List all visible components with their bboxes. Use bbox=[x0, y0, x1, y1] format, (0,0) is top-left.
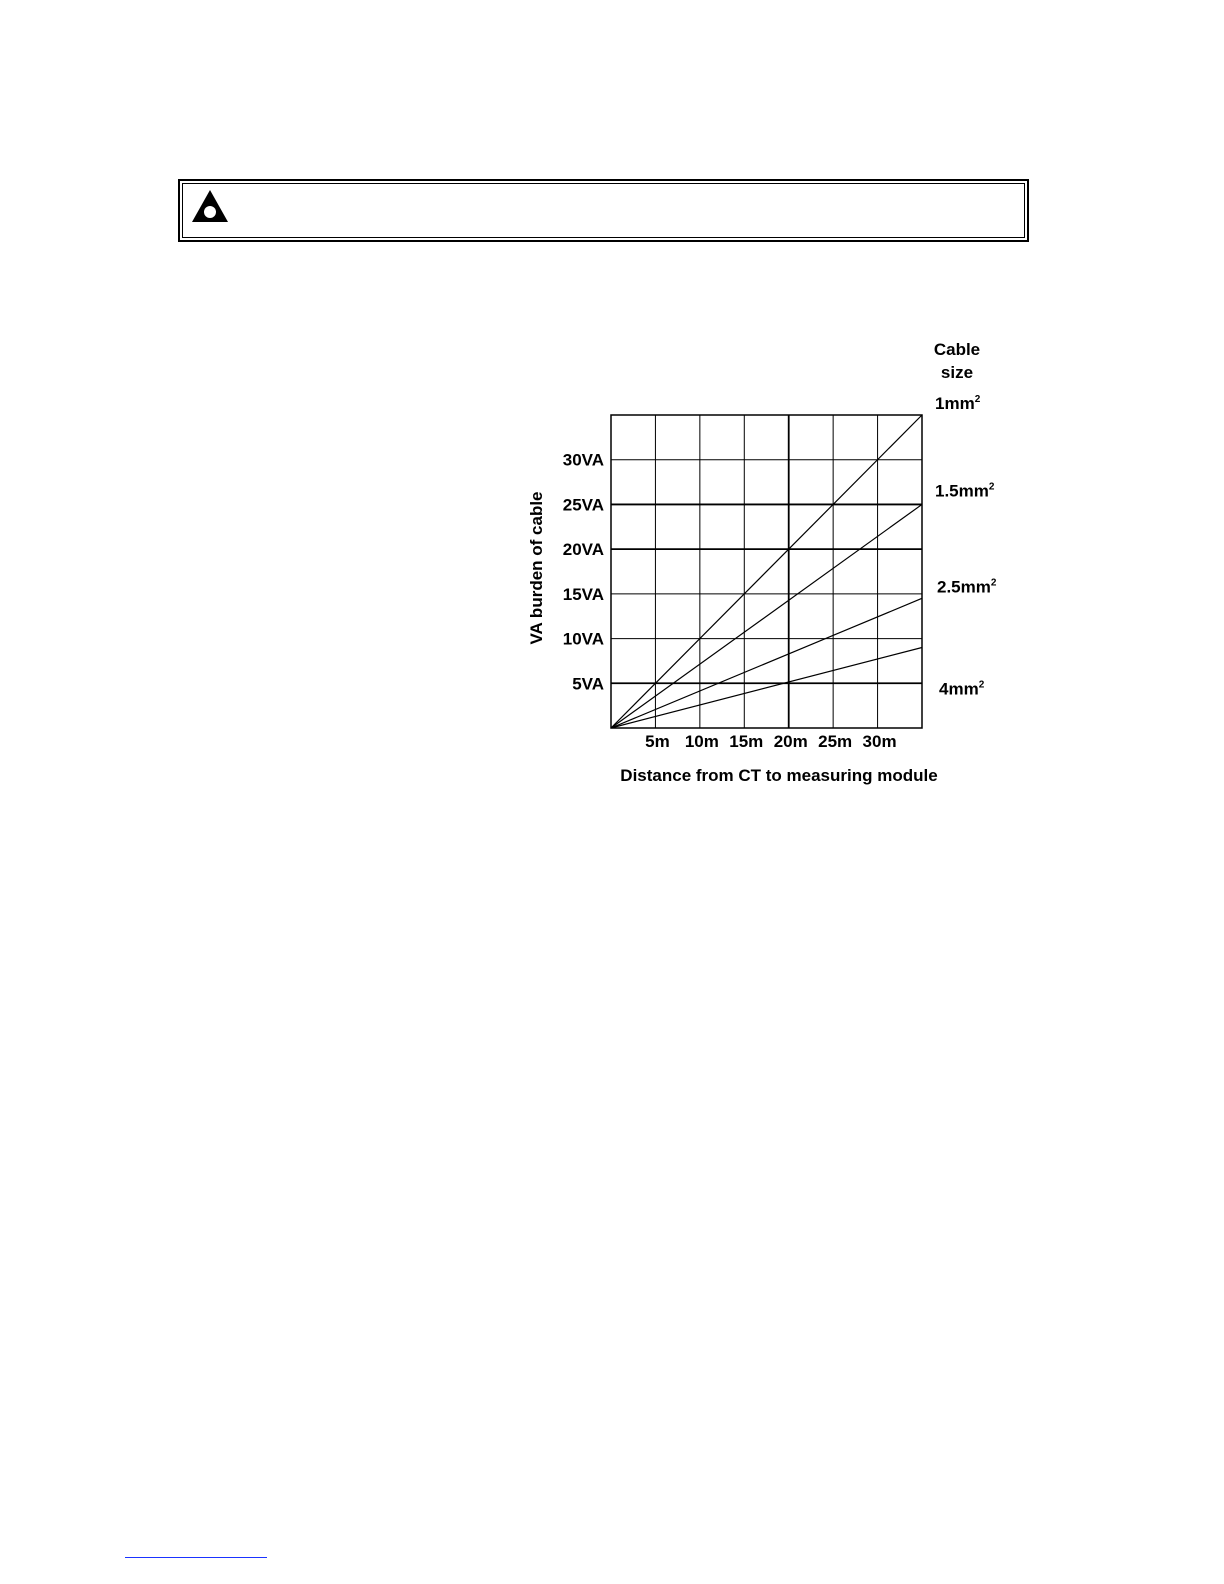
series-line-2-5mm bbox=[611, 598, 922, 728]
x-tick-label: 30m bbox=[862, 732, 897, 751]
series-line-1-5mm bbox=[611, 504, 922, 728]
series-label: $4mm^2$ bbox=[939, 679, 985, 699]
series-label: $1.5mm^2$ bbox=[935, 481, 995, 501]
x-tick-label: 15m bbox=[729, 732, 764, 751]
x-tick-label: 20m bbox=[773, 732, 808, 751]
series-line-4mm bbox=[611, 648, 922, 728]
y-axis-label: VA burden of cable bbox=[527, 491, 546, 645]
y-tick-label: 25VA bbox=[562, 495, 604, 515]
x-tick-label: 25m bbox=[818, 732, 853, 751]
y-tick-label: 15VA bbox=[562, 584, 604, 604]
legend-title-line-1: Cable bbox=[933, 340, 981, 359]
series-label: $2.5mm^2$ bbox=[937, 577, 997, 597]
x-tick-label: 5m bbox=[645, 732, 670, 751]
y-tick-label: 20VA bbox=[562, 540, 604, 560]
chart-series bbox=[611, 415, 922, 728]
series-line-1mm bbox=[611, 415, 922, 728]
x-tick-label: 10m bbox=[684, 732, 719, 751]
footer-rule bbox=[125, 1557, 267, 1558]
chart-labels bbox=[527, 340, 997, 785]
y-tick-label: 30VA bbox=[562, 450, 604, 470]
y-tick-label: 5VA bbox=[572, 674, 604, 694]
legend-title-line-2: size bbox=[940, 363, 974, 382]
series-label: $1mm^2$ bbox=[935, 394, 981, 413]
x-axis-label: Distance from CT to measuring module bbox=[620, 766, 938, 785]
y-tick-label: 10VA bbox=[562, 629, 604, 649]
